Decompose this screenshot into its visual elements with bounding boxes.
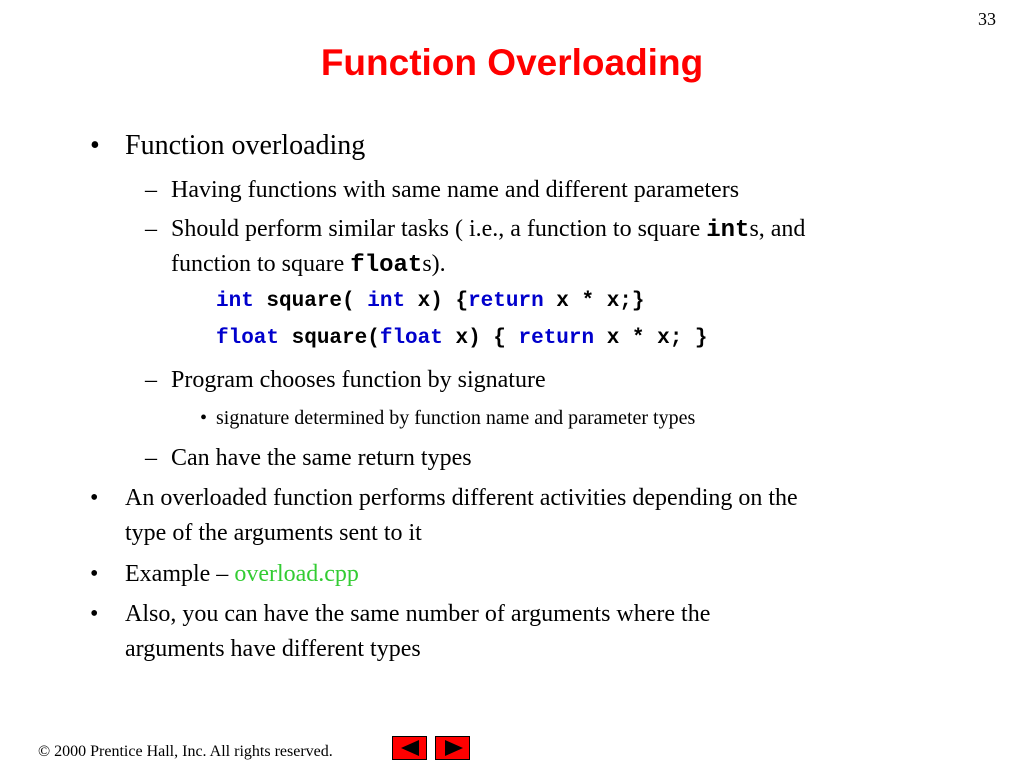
bullet-example (125, 561, 359, 588)
slide-title: Function Overloading (320, 42, 704, 83)
dash-marker: – (145, 177, 157, 203)
code-keyword: float (216, 327, 280, 350)
dash-marker: – (145, 367, 157, 393)
bullet-same-number-arguments-line2: arguments have different types (125, 636, 421, 662)
sub-bullet-similar-tasks-line2 (171, 251, 446, 279)
bullet-marker: • (90, 130, 100, 161)
code-line-int-square (216, 290, 645, 313)
sub-sub-bullet-signature-determined: signature determined by function name and parameter types (216, 407, 696, 429)
example-label: Example – (125, 561, 235, 587)
code-text: square( (279, 327, 380, 350)
sub-bullet-return-types: Can have the same return types (171, 445, 472, 471)
bullet-function-overloading: Function overloading (125, 130, 366, 161)
code-keyword: float (379, 327, 443, 350)
code-line-float-square (216, 327, 708, 350)
next-slide-button[interactable] (435, 736, 470, 760)
overload-cpp-link[interactable]: overload.cpp (234, 561, 359, 587)
previous-slide-button[interactable] (392, 736, 427, 760)
code-float: float (350, 252, 423, 279)
bullet-same-number-arguments: Also, you can have the same number of arguments where the (125, 601, 711, 627)
bullet-marker: • (90, 601, 99, 627)
bullet-marker: • (200, 407, 208, 429)
code-keyword: return (518, 327, 595, 350)
sub-bullet-same-name: Having functions with same name and different parameters (171, 177, 740, 203)
code-keyword: int (216, 290, 254, 313)
sub-bullet-text: Should perform similar tasks ( i.e., a function to square (171, 216, 707, 242)
sub-bullet-text: s). (422, 251, 446, 277)
copyright-footer: © 2000 Prentice Hall, Inc. All rights reserved. (38, 743, 333, 760)
left-triangle-icon (401, 740, 419, 756)
dash-marker: – (145, 216, 157, 242)
code-int: int (706, 217, 750, 244)
code-text: x * x; } (594, 327, 708, 350)
code-keyword: return (468, 290, 544, 313)
bullet-marker: • (90, 561, 99, 587)
bullet-overloaded-function: An overloaded function performs different activities depending on the (125, 485, 798, 511)
code-text: x * x;} (543, 290, 645, 313)
sub-bullet-signature: Program chooses function by signature (171, 367, 546, 393)
code-text: square( (253, 290, 368, 313)
page-number: 33 (978, 9, 996, 29)
right-triangle-icon (445, 740, 463, 756)
code-text: x) { (442, 327, 519, 350)
code-keyword: int (367, 290, 406, 313)
sub-bullet-similar-tasks (171, 216, 805, 244)
bullet-overloaded-function-line2: type of the arguments sent to it (125, 520, 422, 546)
sub-bullet-text: s, and (749, 216, 806, 242)
sub-bullet-text: function to square (171, 251, 351, 277)
code-text: x) { (405, 290, 469, 313)
bullet-marker: • (90, 485, 99, 511)
dash-marker: – (145, 445, 157, 471)
